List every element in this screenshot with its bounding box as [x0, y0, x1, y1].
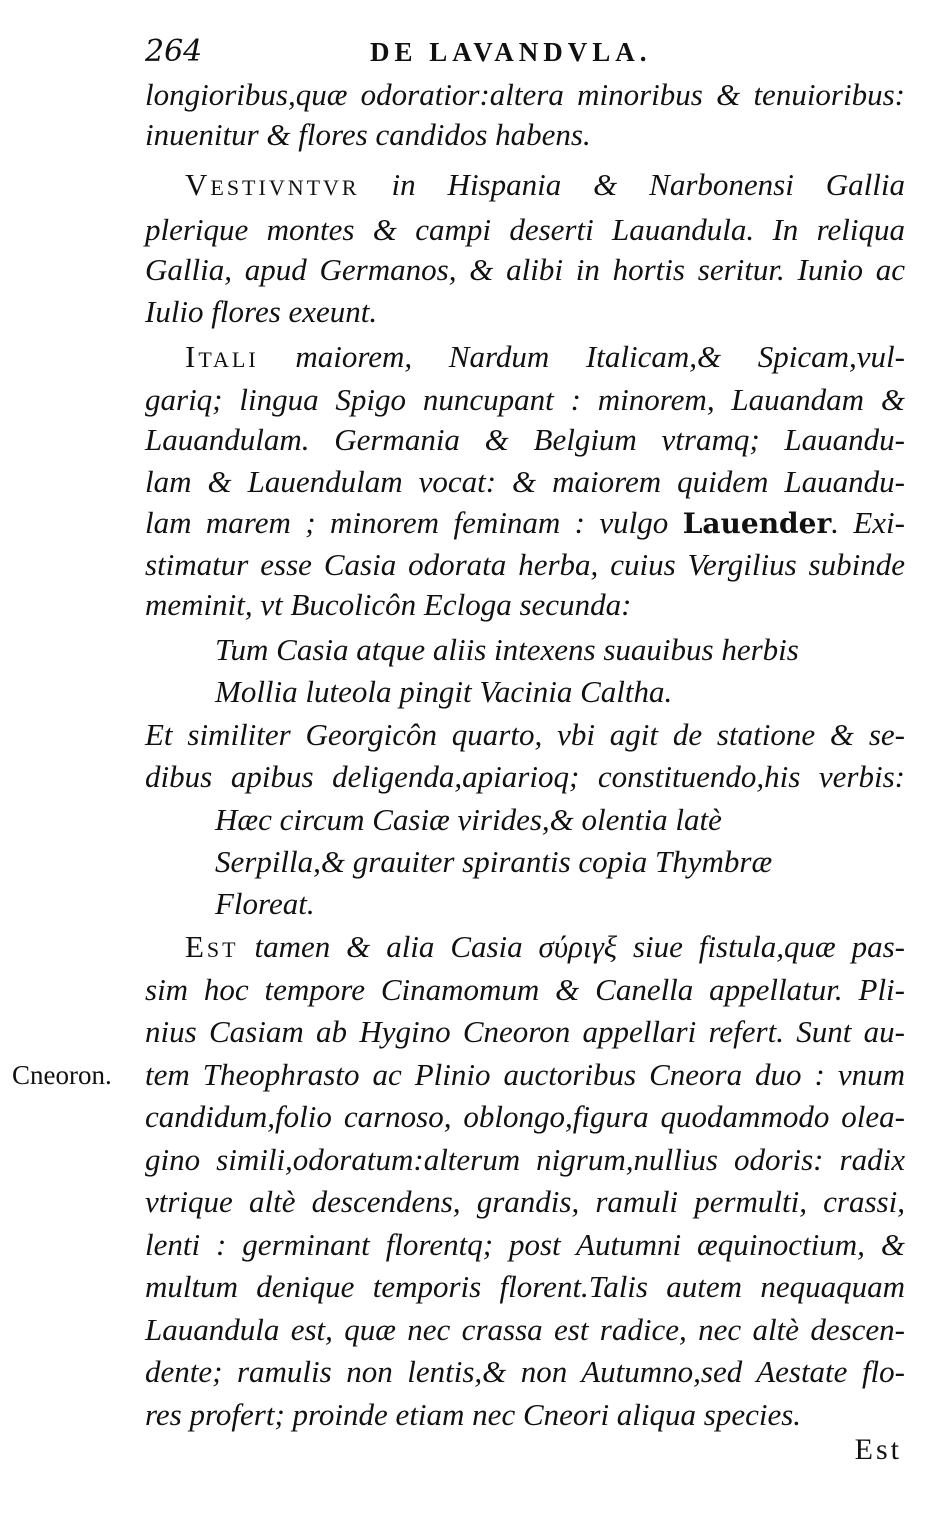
text-line — [145, 292, 905, 332]
line-text: res profert; proinde etiam nec Cneori aliqua species. — [145, 1397, 802, 1432]
text-line — [145, 210, 905, 250]
line-text: gariq; lingua Spigo nuncupant : minorem, Lauandam & — [145, 382, 905, 417]
page-header — [145, 30, 905, 74]
text-line — [145, 1097, 905, 1137]
verse-line: Floreat. — [215, 886, 315, 921]
line-text: longioribus,quæ odoratior:altera minoribus & tenuioribus: — [145, 77, 905, 112]
text-line — [145, 715, 905, 755]
line-text: lam & Lauendulam vocat: & maiorem quidem Lauandu- — [145, 464, 905, 499]
line-text: vtrique altè descendens, grandis, ramuli permulti, crassi, — [145, 1184, 905, 1219]
line-text: Et similiter Georgicôn quarto, vbi agit de statione & se- — [145, 717, 905, 752]
line-text: multum denique temporis florent.Talis autem nequaquam — [145, 1269, 905, 1304]
text-line — [145, 970, 905, 1010]
blackletter-word: Lauender — [682, 507, 832, 540]
line-text: sim hoc tempore Cinamomum & Canella appellatur. Pli- — [145, 972, 905, 1007]
text-line — [145, 1012, 905, 1052]
text-line — [145, 757, 905, 797]
text-line — [145, 75, 905, 115]
text-line — [145, 1225, 905, 1265]
margin-note: Cneoron. — [12, 1060, 112, 1090]
line-text: Gallia, apud Germanos, & alibi in hortis seritur. Iunio ac — [145, 252, 905, 287]
line-text: in Hispania & Narbonensi Gallia — [391, 167, 905, 202]
smallcaps-word: Est — [185, 929, 239, 964]
line-text: dente; ramulis non lentis,& non Autumno,sed Aestate flo- — [145, 1354, 905, 1389]
line-text: nius Casiam ab Hygino Cneoron appellari refert. Sunt au- — [145, 1014, 905, 1049]
line-text: . Exi- — [831, 505, 905, 540]
line-text: gino simili,odoratum:alterum nigrum,nullius odoris: radix — [145, 1142, 905, 1177]
line-text: tamen & alia Casia σύριγξ siue fistula,quæ pas- — [254, 929, 906, 964]
text-line — [145, 503, 905, 544]
catchword: Est — [854, 1433, 902, 1466]
text-line — [145, 585, 905, 625]
page-number: 264 — [145, 34, 203, 69]
verse-line: Hæc circum Casiæ virides,& olentia latè — [215, 802, 722, 837]
text-line — [145, 1352, 905, 1392]
verse-line: Mollia luteola pingit Vacinia Caltha. — [215, 674, 673, 709]
text-line — [145, 1267, 905, 1307]
text-line — [145, 545, 905, 585]
line-text: stimatur esse Casia odorata herba, cuius Vergilius subinde — [145, 547, 905, 582]
text-line — [145, 1182, 905, 1222]
text-line — [145, 1310, 905, 1350]
text-line — [145, 420, 905, 460]
line-text: plerique montes & campi deserti Lauandula. In reliqua — [145, 212, 905, 247]
line-text: Lauandula est, quæ nec crassa est radice, nec altè descen- — [145, 1312, 905, 1347]
line-text: lenti : germinant florentq; post Autumni æquinoctium, & — [145, 1227, 905, 1262]
text-line — [145, 1055, 905, 1095]
text-line — [145, 1395, 905, 1435]
line-text: meminit, vt Bucolicôn Ecloga secunda: — [145, 587, 632, 622]
line-text: candidum,folio carnoso, oblongo,figura quodammodo olea- — [145, 1099, 905, 1134]
line-text: Iulio flores exeunt. — [145, 294, 378, 329]
line-text: maiorem, Nardum Italicam,& Spicam,vul- — [295, 339, 905, 374]
line-text: inuenitur & flores candidos habens. — [145, 117, 591, 152]
verse-line: Serpilla,& grauiter spirantis copia Thymbræ — [215, 844, 773, 879]
text-line — [145, 1140, 905, 1180]
text-line — [145, 462, 905, 502]
text-line — [145, 115, 905, 155]
text-line — [145, 380, 905, 420]
paragraph-start-line — [185, 927, 905, 967]
verse-line: Tum Casia atque aliis intexens suauibus herbis — [215, 632, 799, 667]
line-text: Lauandulam. Germania & Belgium vtramq; Lauandu- — [145, 422, 905, 457]
line-text: tem Theophrasto ac Plinio auctoribus Cneora duo : vnum — [145, 1057, 905, 1092]
line-text: dibus apibus deligenda,apiarioq; constituendo,his verbis: — [145, 759, 905, 794]
smallcaps-word: Vestivntvr — [185, 167, 360, 202]
paragraph-start-line — [185, 337, 905, 377]
smallcaps-word: Itali — [185, 339, 259, 374]
text-line — [145, 250, 905, 290]
line-text: lam marem ; minorem feminam : vulgo — [145, 505, 669, 540]
running-head: DE LAVANDVLA. — [370, 37, 652, 67]
paragraph-start-line — [185, 165, 905, 205]
